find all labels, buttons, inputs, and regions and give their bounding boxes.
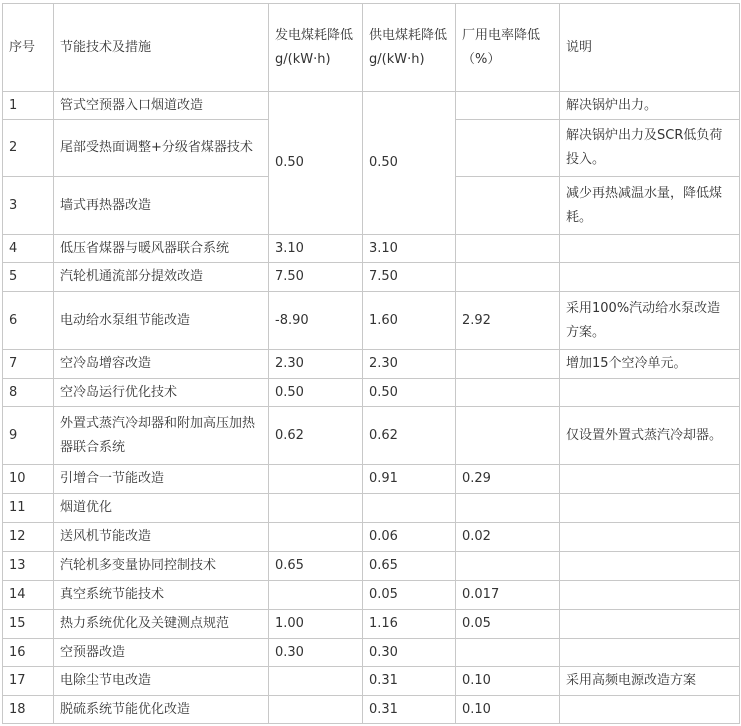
- cell-gen: -8.90: [269, 292, 363, 350]
- cell-aux: 0.02: [456, 523, 560, 552]
- cell-supply: 0.31: [363, 667, 456, 696]
- cell-tech: 低压省煤器与暖风器联合系统: [54, 235, 269, 263]
- cell-gen: [269, 523, 363, 552]
- cell-tech: 真空系统节能技术: [54, 581, 269, 610]
- cell-aux: [456, 92, 560, 120]
- cell-tech: 墙式再热器改造: [54, 177, 269, 235]
- table-row: [3, 610, 740, 639]
- cell-tech: 电除尘节电改造: [54, 667, 269, 696]
- cell-no: 2: [3, 120, 54, 177]
- cell-supply: 7.50: [363, 263, 456, 292]
- cell-no: 8: [3, 379, 54, 407]
- cell-no: 3: [3, 177, 54, 235]
- table-row: [3, 581, 740, 610]
- cell-note: 解决锅炉出力。: [560, 92, 740, 120]
- cell-aux: [456, 263, 560, 292]
- cell-supply: 0.31: [363, 696, 456, 724]
- cell-gen: 0.50: [269, 379, 363, 407]
- table-row: [3, 696, 740, 724]
- cell-gen: 2.30: [269, 350, 363, 379]
- cell-gen: [269, 494, 363, 523]
- cell-supply: 0.91: [363, 465, 456, 494]
- cell-gen: 1.00: [269, 610, 363, 639]
- cell-note: 采用高频电源改造方案: [560, 667, 740, 696]
- cell-tech: 外置式蒸汽冷却器和附加高压加热器联合系统: [54, 407, 269, 465]
- table-row: [3, 494, 740, 523]
- table-row: [3, 379, 740, 407]
- cell-aux: [456, 235, 560, 263]
- cell-gen: [269, 667, 363, 696]
- cell-aux: [456, 639, 560, 667]
- table-row: [3, 263, 740, 292]
- header-tech: 节能技术及措施: [54, 4, 269, 92]
- cell-note: [560, 581, 740, 610]
- cell-aux: [456, 177, 560, 235]
- cell-no: 6: [3, 292, 54, 350]
- cell-aux: 2.92: [456, 292, 560, 350]
- cell-no: 9: [3, 407, 54, 465]
- cell-note: [560, 465, 740, 494]
- cell-note: 增加15个空冷单元。: [560, 350, 740, 379]
- cell-supply: 2.30: [363, 350, 456, 379]
- cell-no: 17: [3, 667, 54, 696]
- cell-no: 1: [3, 92, 54, 120]
- cell-supply: 0.05: [363, 581, 456, 610]
- header-no: 序号: [3, 4, 54, 92]
- cell-note: 减少再热减温水量，降低煤耗。: [560, 177, 740, 235]
- cell-note: 解决锅炉出力及SCR低负荷投入。: [560, 120, 740, 177]
- cell-note: [560, 639, 740, 667]
- cell-tech: 空预器改造: [54, 639, 269, 667]
- cell-tech: 脱硫系统节能优化改造: [54, 696, 269, 724]
- table-row: [3, 639, 740, 667]
- cell-no: 5: [3, 263, 54, 292]
- energy-saving-table: [2, 3, 740, 724]
- cell-note: 采用100%汽动给水泵改造方案。: [560, 292, 740, 350]
- cell-supply-merged: 0.50: [363, 92, 456, 235]
- header-supply-coal: 供电煤耗降低g/(kW·h): [363, 4, 456, 92]
- cell-tech: 烟道优化: [54, 494, 269, 523]
- cell-aux: 0.29: [456, 465, 560, 494]
- cell-supply: 0.50: [363, 379, 456, 407]
- cell-note: [560, 523, 740, 552]
- cell-supply: 0.65: [363, 552, 456, 581]
- cell-tech: 尾部受热面调整+分级省煤器技术: [54, 120, 269, 177]
- table-row: [3, 235, 740, 263]
- table-row: [3, 523, 740, 552]
- cell-tech: 热力系统优化及关键测点规范: [54, 610, 269, 639]
- header-aux-power: 厂用电率降低（%）: [456, 4, 560, 92]
- cell-aux: [456, 552, 560, 581]
- cell-note: 仅设置外置式蒸汽冷却器。: [560, 407, 740, 465]
- cell-no: 10: [3, 465, 54, 494]
- cell-supply: 1.60: [363, 292, 456, 350]
- cell-tech: 管式空预器入口烟道改造: [54, 92, 269, 120]
- cell-aux: [456, 120, 560, 177]
- cell-aux: 0.10: [456, 696, 560, 724]
- table-row: [3, 92, 740, 120]
- cell-no: 11: [3, 494, 54, 523]
- cell-tech: 空冷岛增容改造: [54, 350, 269, 379]
- cell-gen: 3.10: [269, 235, 363, 263]
- table-row: [3, 552, 740, 581]
- cell-no: 18: [3, 696, 54, 724]
- cell-gen: 7.50: [269, 263, 363, 292]
- cell-no: 12: [3, 523, 54, 552]
- cell-note: [560, 610, 740, 639]
- header-gen-coal: 发电煤耗降低g/(kW·h): [269, 4, 363, 92]
- cell-supply: [363, 494, 456, 523]
- cell-tech: 汽轮机通流部分提效改造: [54, 263, 269, 292]
- table-row: [3, 407, 740, 465]
- header-note: 说明: [560, 4, 740, 92]
- cell-aux: [456, 350, 560, 379]
- cell-aux: 0.10: [456, 667, 560, 696]
- cell-aux: [456, 407, 560, 465]
- cell-no: 7: [3, 350, 54, 379]
- cell-gen: [269, 465, 363, 494]
- watermark: [675, 706, 735, 722]
- cell-supply: 0.30: [363, 639, 456, 667]
- cell-tech: 引增合一节能改造: [54, 465, 269, 494]
- cell-supply: 0.06: [363, 523, 456, 552]
- cell-gen: [269, 696, 363, 724]
- cell-no: 16: [3, 639, 54, 667]
- cell-no: 13: [3, 552, 54, 581]
- cell-supply: 0.62: [363, 407, 456, 465]
- cell-no: 14: [3, 581, 54, 610]
- cell-aux: [456, 494, 560, 523]
- table-row: [3, 465, 740, 494]
- cell-note: [560, 263, 740, 292]
- cell-tech: 空冷岛运行优化技术: [54, 379, 269, 407]
- cell-aux: 0.05: [456, 610, 560, 639]
- cell-note: [560, 494, 740, 523]
- table-row: [3, 350, 740, 379]
- cell-gen: 0.30: [269, 639, 363, 667]
- cell-aux: 0.017: [456, 581, 560, 610]
- cell-supply: 3.10: [363, 235, 456, 263]
- cell-note: [560, 552, 740, 581]
- cell-gen-merged: 0.50: [269, 92, 363, 235]
- cell-aux: [456, 379, 560, 407]
- cell-gen: [269, 581, 363, 610]
- cell-tech: 汽轮机多变量协同控制技术: [54, 552, 269, 581]
- cell-gen: 0.62: [269, 407, 363, 465]
- table-row: [3, 667, 740, 696]
- cell-note: [560, 235, 740, 263]
- cell-gen: 0.65: [269, 552, 363, 581]
- cell-tech: 送风机节能改造: [54, 523, 269, 552]
- cell-no: 4: [3, 235, 54, 263]
- table-row: [3, 292, 740, 350]
- cell-tech: 电动给水泵组节能改造: [54, 292, 269, 350]
- cell-no: 15: [3, 610, 54, 639]
- cell-supply: 1.16: [363, 610, 456, 639]
- cell-note: [560, 379, 740, 407]
- table-header-row: [3, 4, 740, 92]
